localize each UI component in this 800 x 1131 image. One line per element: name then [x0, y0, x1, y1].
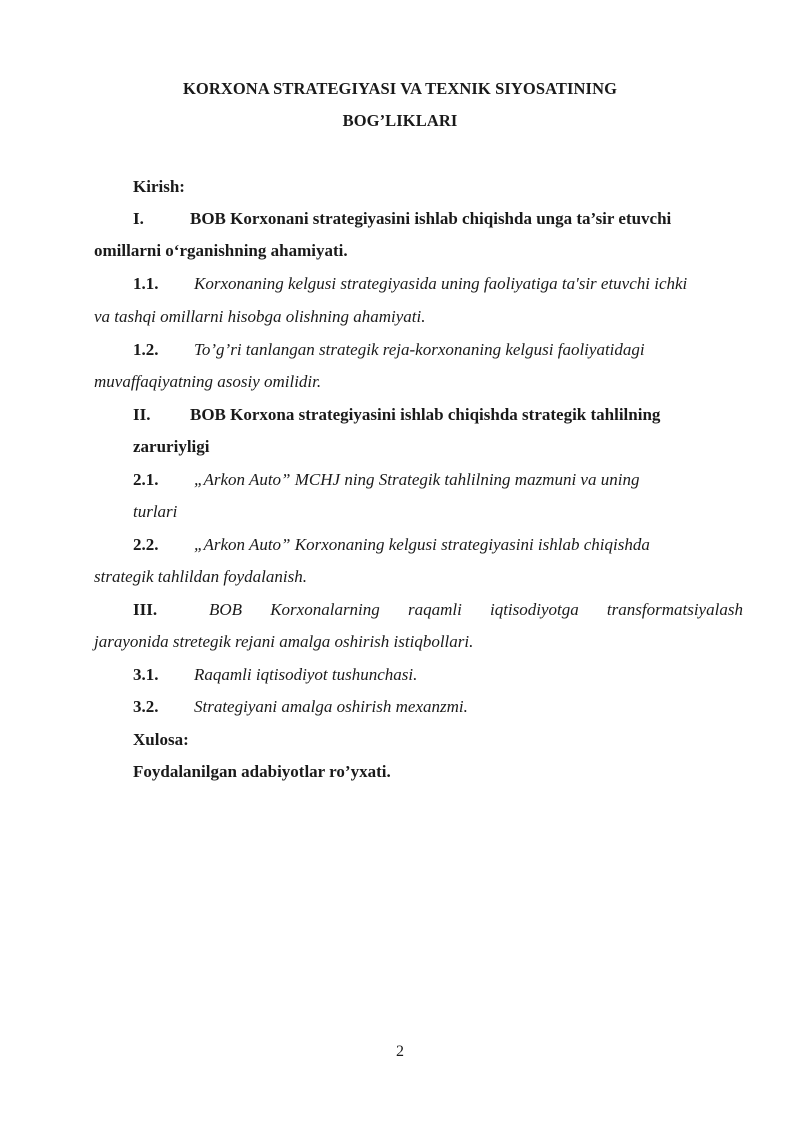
toc-s32-number: 3.2. [133, 697, 159, 716]
toc-s22-number: 2.2. [133, 535, 159, 554]
toc-ch2-title-line2: zaruriyligi [133, 437, 210, 456]
toc-ch2-title-line1: BOB Korxona strategiyasini ishlab chiqishda strategik tahlilning [190, 405, 661, 424]
toc-s22-title-line1: „Arkon Auto” Korxonaning kelgusi strategiyasini ishlab chiqishda [194, 535, 650, 554]
page-number: 2 [396, 1043, 404, 1060]
toc-s12-title-line2: muvaffaqiyatning asosiy omilidir. [94, 372, 322, 391]
toc-s11-number: 1.1. [133, 274, 159, 293]
toc-ch3-word: Korxonalarning [270, 600, 380, 619]
toc-s31-number: 3.1. [133, 665, 159, 684]
toc-ch1-title-line2: omillarni o‘rganishning ahamiyati. [94, 241, 348, 260]
toc-references: Foydalanilgan adabiyotlar ro’yxati. [133, 762, 391, 781]
toc-s21-number: 2.1. [133, 470, 159, 489]
toc-s31-title: Raqamli iqtisodiyot tushunchasi. [194, 665, 418, 684]
toc-ch3-number: III. [133, 600, 158, 619]
toc-ch3-word: raqamli [407, 600, 462, 619]
toc-s21-title-line2: turlari [133, 502, 178, 521]
toc-s11-title-line2: va tashqi omillarni hisobga olishning ahamiyati. [94, 307, 426, 326]
toc-s32-title: Strategiyani amalga oshirish mexanzmi. [194, 697, 468, 716]
toc-intro: Kirish: [133, 177, 185, 196]
toc-ch2-number: II. [133, 405, 151, 424]
toc-s21-title-line1: „Arkon Auto” MCHJ ning Strategik tahlilning mazmuni va uning [194, 470, 640, 489]
toc-ch3-word: iqtisodiyotga [489, 600, 579, 619]
toc-s11-title-line1: Korxonaning kelgusi strategiyasida uning faoliyatiga ta'sir etuvchi ichki [194, 274, 688, 293]
document-title-line2: BOG’LIKLARI [342, 111, 458, 130]
toc-s12-number: 1.2. [133, 340, 159, 359]
toc-ch3-word: transformatsiyalash [606, 600, 743, 619]
toc-ch3-title-line1 [209, 600, 743, 620]
toc-ch3-word: BOB [209, 600, 243, 619]
toc-conclusion: Xulosa: [133, 730, 189, 749]
toc-ch3-title-line2: jarayonida stretegik rejani amalga oshirish istiqbollari. [94, 632, 474, 651]
toc-s12-title-line1: To’g’ri tanlangan strategik reja-korxonaning kelgusi faoliyatidagi [194, 340, 645, 359]
toc-ch1-title-line1: BOB Korxonani strategiyasini ishlab chiqishda unga ta’sir etuvchi [190, 209, 672, 228]
toc-ch1-number: I. [133, 209, 144, 228]
document-title-line1: KORXONA STRATEGIYASI VA TEXNIK SIYOSATINING [182, 79, 618, 98]
toc-s22-title-line2: strategik tahlildan foydalanish. [94, 567, 307, 586]
